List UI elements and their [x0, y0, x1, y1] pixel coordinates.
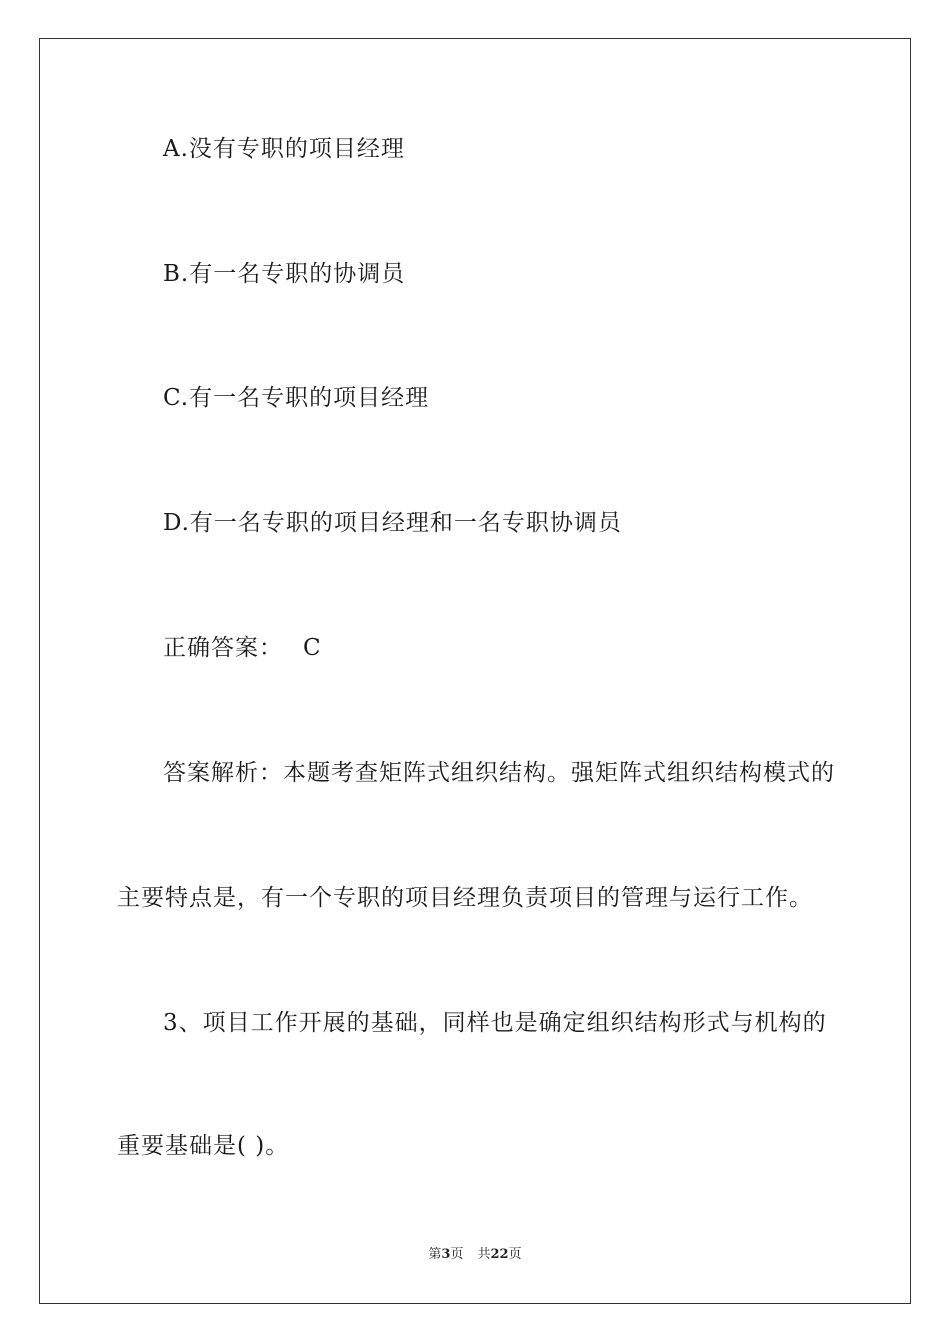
correct-answer-value: C	[303, 635, 322, 661]
page-border	[39, 38, 911, 1304]
page-footer	[0, 1246, 950, 1264]
correct-answer-label: 正确答案：	[163, 635, 283, 661]
total-suffix: 页	[508, 1247, 522, 1262]
explanation-line-1: 答案解析：本题考查矩阵式组织结构。强矩阵式组织结构模式的	[163, 760, 835, 786]
page-prefix: 第	[428, 1247, 442, 1262]
correct-answer	[163, 633, 322, 663]
page-number: 3	[441, 1247, 451, 1262]
option-c: C.有一名专职的项目经理	[163, 385, 430, 411]
option-d: D.有一名专职的项目经理和一名专职协调员	[163, 510, 622, 536]
question-3-line-1: 3、项目工作开展的基础，同样也是确定组织结构形式与机构的	[163, 1010, 827, 1036]
question-3-line-2: 重要基础是( )。	[117, 1133, 290, 1159]
total-prefix: 共	[477, 1247, 491, 1262]
page-suffix: 页	[450, 1247, 464, 1262]
total-pages: 22	[490, 1247, 509, 1262]
explanation-line-2: 主要特点是，有一个专职的项目经理负责项目的管理与运行工作。	[117, 885, 813, 911]
option-a: A.没有专职的项目经理	[163, 136, 405, 162]
option-b: B.有一名专职的协调员	[163, 261, 406, 287]
